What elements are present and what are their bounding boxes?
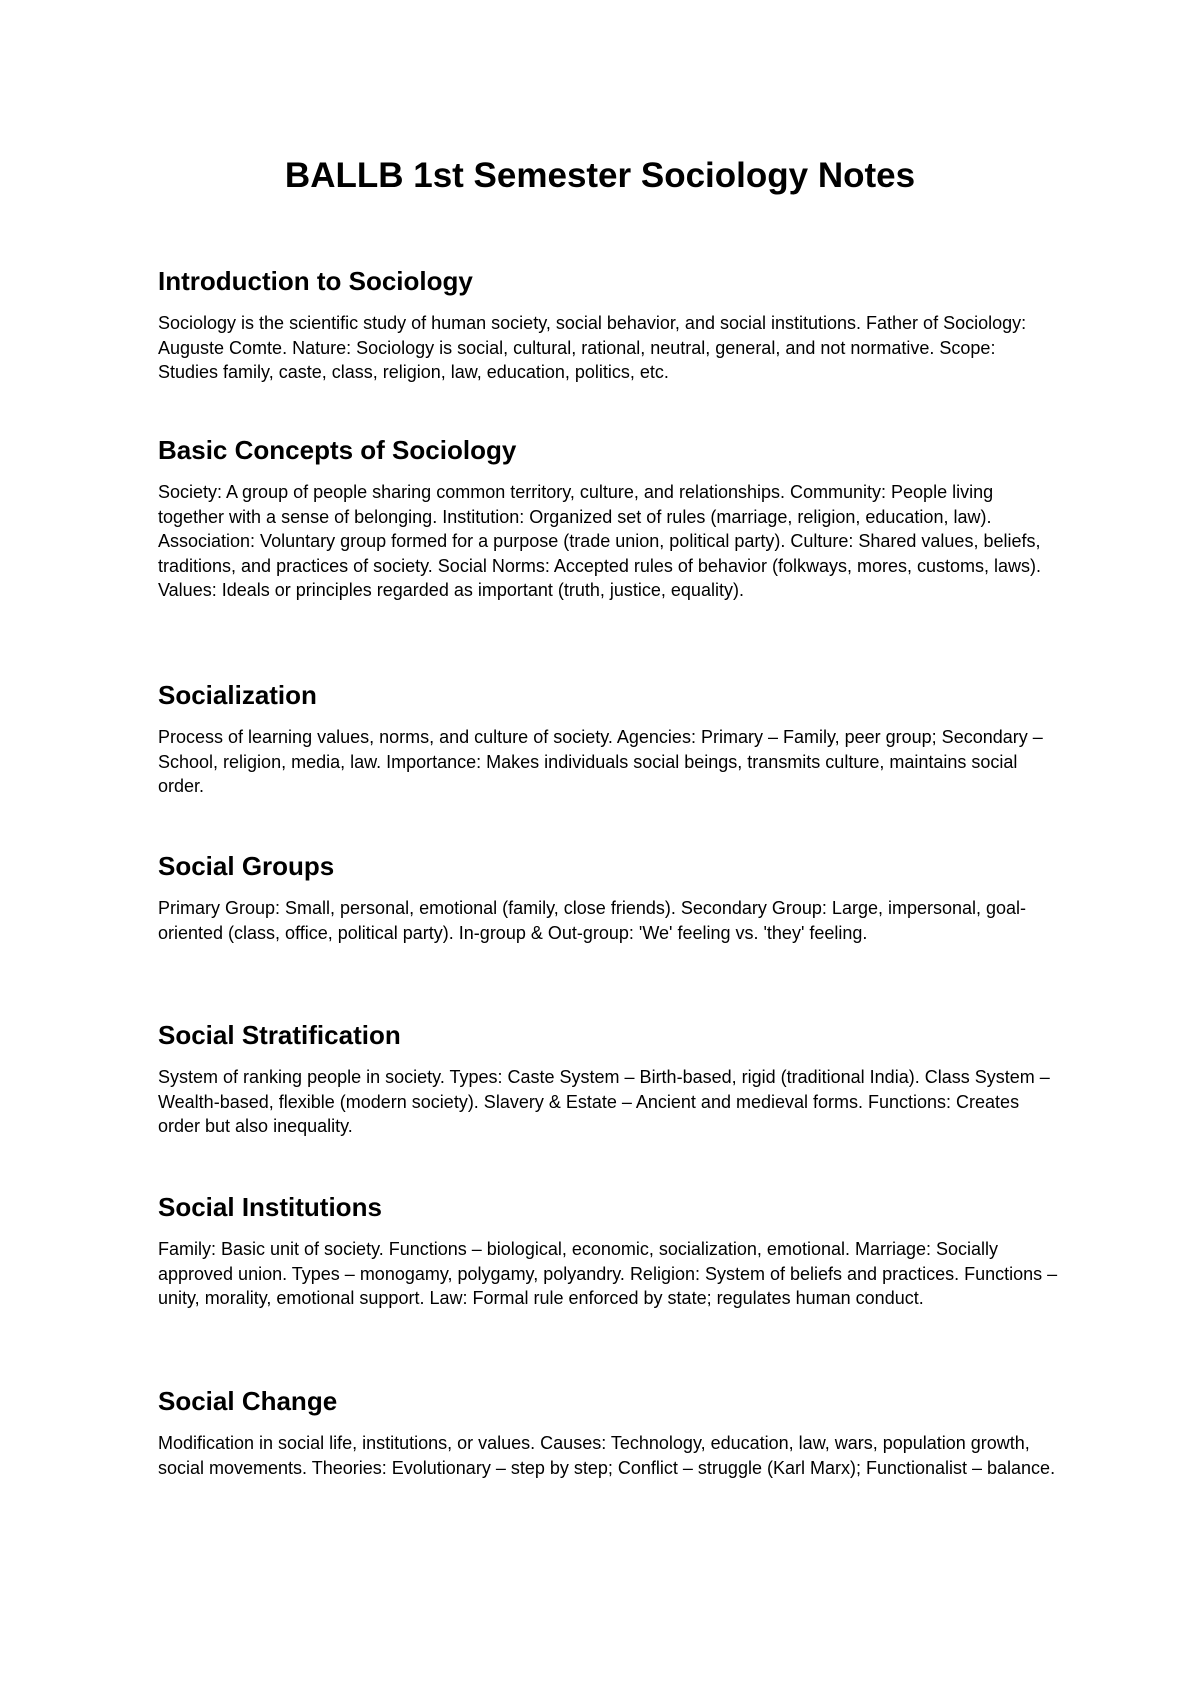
section-body: Process of learning values, norms, and culture of society. Agencies: Primary – Family, peer group; Secondary – School, religion, media, law. Importance: Makes individuals social beings, transmits culture, maintains social order. <box>158 727 1043 796</box>
section-body: Sociology is the scientific study of human society, social behavior, and social institutions. Father of Sociology: Auguste Comte. Nature: Sociology is social, cultural, rational, neutral, general, and not normative. Scope: Studies family, caste, class, religion, law, education, politics, etc. <box>158 313 1027 382</box>
section-heading: Social Institutions <box>158 1192 382 1222</box>
section-body: Society: A group of people sharing common territory, culture, and relationships. Community: People living together with a sense of belonging. Institution: Organized set of rules (marriage, religion, education, law). Association: Voluntary group formed for a purpose (trade union, political party). Culture: Shared values, beliefs, traditions, and practices of society. Social Norms: Accepted rules of behavior (folkways, mores, customs, laws). Values: Ideals or principles regarded as important (truth, justice, equality). <box>158 482 1042 600</box>
section-introduction-to-sociology <box>158 265 1058 385</box>
section-body: Modification in social life, institutions, or values. Causes: Technology, education, law, wars, population growth, social movements. Theories: Evolutionary – step by step; Conflict – struggle (Karl Marx); Functionalist – balance. <box>158 1433 1056 1478</box>
section-heading: Social Groups <box>158 851 335 881</box>
section-heading: Introduction to Sociology <box>158 266 473 296</box>
section-social-stratification <box>158 1019 1058 1139</box>
section-basic-concepts <box>158 434 1058 603</box>
section-heading: Socialization <box>158 680 317 710</box>
section-heading: Social Stratification <box>158 1020 401 1050</box>
document-title: BALLB 1st Semester Sociology Notes <box>284 156 916 195</box>
section-social-institutions <box>158 1191 1058 1311</box>
section-social-change <box>158 1385 1058 1480</box>
section-heading: Social Change <box>158 1386 338 1416</box>
section-body: Family: Basic unit of society. Functions – biological, economic, socialization, emotional. Marriage: Socially approved union. Types – monogamy, polygamy, polyandry. Religion: System of beliefs and practices. Functions – unity, morality, emotional support. Law: Formal rule enforced by state; regulates human conduct. <box>158 1239 1058 1308</box>
section-socialization <box>158 679 1058 799</box>
section-heading: Basic Concepts of Sociology <box>158 435 517 465</box>
section-body: System of ranking people in society. Types: Caste System – Birth-based, rigid (traditional India). Class System – Wealth-based, flexible (modern society). Slavery & Estate – Ancient and medieval forms. Functions: Creates order but also inequality. <box>158 1067 1050 1136</box>
section-body: Primary Group: Small, personal, emotional (family, close friends). Secondary Group: Large, impersonal, goal-oriented (class, office, political party). In-group & Out-group: 'We' feeling vs. 'they' feeling. <box>158 898 1027 943</box>
section-social-groups <box>158 850 1058 945</box>
